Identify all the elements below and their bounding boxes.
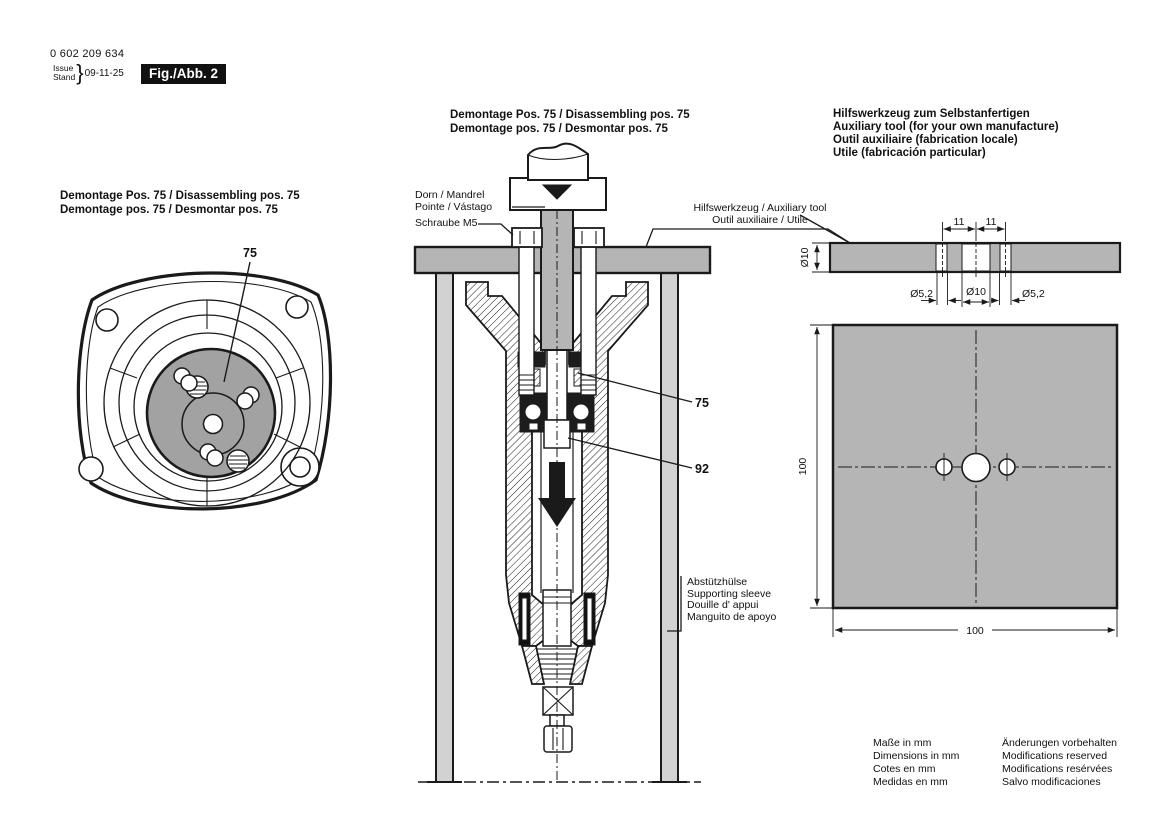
stand-label: Stand <box>53 72 76 82</box>
mods-line2: Modifications reserved <box>1002 750 1108 762</box>
mandrel-label-line2: Pointe / Vástago <box>415 200 493 213</box>
auxiliary-tool-dimension-drawing <box>795 195 1135 650</box>
callout-75-label: 75 <box>243 246 257 260</box>
callout-75-label: 75 <box>695 396 709 410</box>
issue-label: Issue <box>53 62 74 73</box>
mandrel-label-line1: Dorn / Mandrel <box>415 189 485 201</box>
dim-hole-center: Ø10 <box>966 286 986 298</box>
plate-section-view <box>830 237 1120 279</box>
issue-stand-row <box>53 62 124 84</box>
thickness-dimension <box>812 243 830 272</box>
issue-stand-labels <box>53 64 75 83</box>
units-line4: Medidas en mm <box>873 776 948 788</box>
right-figure-heading <box>833 108 1059 160</box>
dim-plate-height: 100 <box>797 457 809 476</box>
units-line3: Cotes en mm <box>873 763 936 775</box>
figure-label-box: Fig./Abb. 2 <box>141 64 226 84</box>
center-hole <box>204 415 223 434</box>
sleeve-label-line2: Supporting sleeve <box>687 587 772 600</box>
disassembly-section-drawing <box>405 135 860 795</box>
dim-spacing-right: 11 <box>985 216 997 228</box>
sleeve-label <box>687 577 776 623</box>
mods-line4: Salvo modificaciones <box>1002 776 1101 788</box>
dim-plate-thickness: Ø10 <box>799 247 811 268</box>
dim-plate-width: 100 <box>966 625 984 637</box>
center-figure-caption <box>450 109 690 136</box>
aux-tool-label-line2: Outil auxiliaire / Utile <box>712 213 808 226</box>
right-heading-line2: Auxiliary tool (for your own manufacture) <box>833 121 1059 133</box>
modifications-note <box>1002 737 1117 789</box>
units-line2: Dimensions in mm <box>873 750 960 762</box>
dim-spacing-left: 11 <box>953 216 965 228</box>
brace-glyph: } <box>76 60 84 85</box>
right-heading-line1: Hilfswerkzeug zum Selbstanfertigen <box>833 108 1030 120</box>
aux-leader <box>800 215 850 243</box>
right-heading-line4: Utile (fabricación particular) <box>833 147 986 159</box>
flange-front-view-drawing <box>65 235 340 520</box>
center-caption-line1: Demontage Pos. 75 / Disassembling pos. 75 <box>450 109 690 121</box>
screw-label: Schraube M5 <box>415 217 478 229</box>
callout-92-label: 92 <box>695 462 709 476</box>
dim-hole-small-right: Ø5,2 <box>1022 288 1045 300</box>
sleeve-label-line4: Manguito de apoyo <box>687 610 777 623</box>
left-caption-line2: Demontage pos. 75 / Desmontar pos. 75 <box>60 203 278 216</box>
sleeve-label-line1: Abstützhülse <box>687 576 748 588</box>
dim-hole-small-left: Ø5,2 <box>910 288 933 300</box>
right-heading-line3: Outil auxiliaire (fabrication locale) <box>833 134 1018 146</box>
spindle-end <box>543 687 573 752</box>
center-caption-line2: Demontage pos. 75 / Desmontar pos. 75 <box>450 122 668 135</box>
sleeve-label-line3: Douille d' appui <box>687 599 759 611</box>
issue-date: 09-11-25 <box>84 67 124 79</box>
mods-line1: Änderungen vorbehalten <box>1002 737 1118 749</box>
mods-line3: Modifications resérvées <box>1002 763 1113 775</box>
plate-plan-view <box>833 325 1117 608</box>
left-caption-line1: Demontage Pos. 75 / Disassembling pos. 75 <box>60 190 300 202</box>
mandrel-label <box>415 190 492 213</box>
aux-tool-label-line1: Hilfswerkzeug / Auxiliary tool <box>693 202 827 214</box>
units-note <box>873 737 959 789</box>
left-figure-caption <box>60 190 300 217</box>
units-line1: Maße in mm <box>873 737 932 749</box>
part-number: 0 602 209 634 <box>50 48 125 60</box>
